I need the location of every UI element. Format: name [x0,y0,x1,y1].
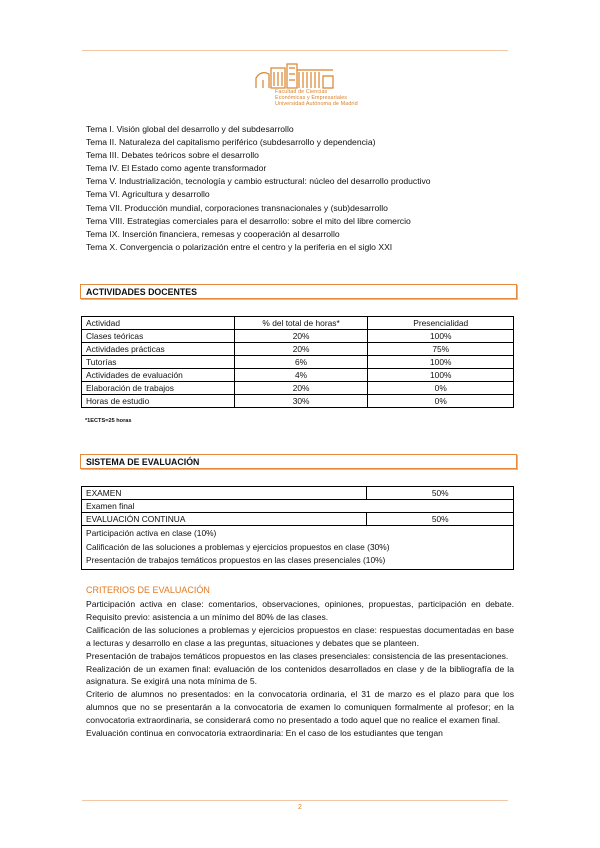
page-number: 2 [298,804,302,811]
table-cell: Tutorías [82,356,235,369]
table-row [82,395,514,408]
table-row [82,526,514,570]
continua-label: EVALUACIÓN CONTINUA [82,513,367,526]
tema-item: Tema X. Convergencia o polarización entre el centro y la periferia en el siglo XXI [86,241,393,252]
tema-item: Tema V. Industrialización, tecnología y cambio estructural: núcleo del desarrollo productivo [86,176,431,187]
criterio-paragraph: Calificación de las soluciones a problemas y ejercicios propuestos en clase: respuestas documentadas en base a lecturas y desarrollo en clase a las preguntas, situaciones y debates que se planteen. [86,624,514,648]
table-cell: 100% [368,330,514,343]
continua-pct: 50% [367,513,514,526]
logo-line: Universidad Autónoma de Madrid [275,101,358,107]
continua-item: Calificación de las soluciones a problemas y ejercicios propuestos en clase (30%) [86,541,390,552]
table-row [82,369,514,382]
table-cell: 4% [234,369,368,382]
criterios-title: CRITERIOS DE EVALUACIÓN [86,585,210,595]
header-rule [82,50,508,51]
tema-item: Tema VI. Agricultura y desarrollo [86,189,210,200]
table-cell: Clases teóricas [82,330,235,343]
criterio-paragraph: Presentación de trabajos temáticos propuestos en las clases presenciales: consistencia de las presentaciones. [86,650,509,661]
tema-item: Tema VII. Producción mundial, corporaciones transnacionales y (sub)desarrollo [86,202,388,213]
logo-text [275,89,358,107]
table-cell: 0% [368,395,514,408]
evaluacion-table [81,486,514,570]
tema-item: Tema II. Naturaleza del capitalismo periférico (subdesarrollo y dependencia) [86,137,376,148]
table-cell: 100% [368,369,514,382]
table-cell: 20% [234,330,368,343]
table-cell: 75% [368,343,514,356]
table-row [82,330,514,343]
table-row [82,382,514,395]
continua-item: Presentación de trabajos temáticos propuestos en las clases presenciales (10%) [86,555,386,565]
criterio-paragraph: Realización de un examen final: evaluación de los contenidos desarrollados en clase y de la bibliografía de la asignatura. Se exigirá una nota mínima de 5. [86,663,514,687]
table-cell: Horas de estudio [82,395,235,408]
tema-item: Tema IX. Inserción financiera, remesas y cooperación al desarrollo [86,228,340,239]
criterio-paragraph: Evaluación continua en convocatoria extraordinaria: En el caso de los estudiantes que tengan [86,728,443,739]
continua-items [82,526,514,570]
examen-final: Examen final [82,500,514,513]
tema-item: Tema VIII. Estrategias comerciales para el desarrollo: sobre el mito del libre comercio [86,215,411,226]
table-row [82,500,514,513]
criterio-paragraph: Participación activa en clase: comentarios, observaciones, opiniones, propuestas, participación en debate. Requisito previo: asistencia a un mínimo del 80% de las clases. [86,599,514,622]
criterios-body [86,598,514,740]
table-row [82,513,514,526]
table-cell: 20% [234,343,368,356]
faculty-logo [253,60,358,114]
tema-item: Tema IV. El Estado como agente transformador [86,163,267,174]
table-cell: 0% [368,382,514,395]
table-cell: 30% [234,395,368,408]
table-header: Actividad [82,317,235,330]
ects-note: *1ECTS=25 horas [85,418,132,424]
temas-list [86,123,516,254]
table-cell: Actividades de evaluación [82,369,235,382]
tema-item: Tema III. Debates teóricos sobre el desarrollo [86,150,259,161]
building-logo-icon [253,60,353,90]
table-header-row [82,317,514,330]
evaluacion-heading: SISTEMA DE EVALUACIÓN [80,454,517,469]
table-cell: 6% [234,356,368,369]
table-cell: Actividades prácticas [82,343,235,356]
table-cell: Elaboración de trabajos [82,382,235,395]
actividades-heading: ACTIVIDADES DOCENTES [80,284,517,299]
table-row [82,343,514,356]
table-header: Presencialidad [368,317,514,330]
continua-item: Participación activa en clase (10%) [86,528,217,538]
examen-label: EXAMEN [82,487,367,500]
logo-line: Económicas y Empresariales [275,95,348,101]
table-cell: 100% [368,356,514,369]
logo-line: Facultad de Ciencias [275,89,328,95]
examen-pct: 50% [367,487,514,500]
tema-item: Tema I. Visión global del desarrollo y del subdesarrollo [86,124,294,134]
table-header: % del total de horas* [234,317,368,330]
table-cell: 20% [234,382,368,395]
footer-rule [82,800,508,801]
table-row [82,356,514,369]
criterio-paragraph: Criterio de alumnos no presentados: en la convocatoria ordinaria, el 31 de marzo es el plazo para que los alumnos que no se presentarán a la convocatoria de examen lo comuniquen formalmente al profesor; en la convocatoria extraordinaria, se considerará como no presentado a todo aquel que no realice el examen final. [86,689,514,726]
table-row [82,487,514,500]
actividades-table [81,316,514,408]
